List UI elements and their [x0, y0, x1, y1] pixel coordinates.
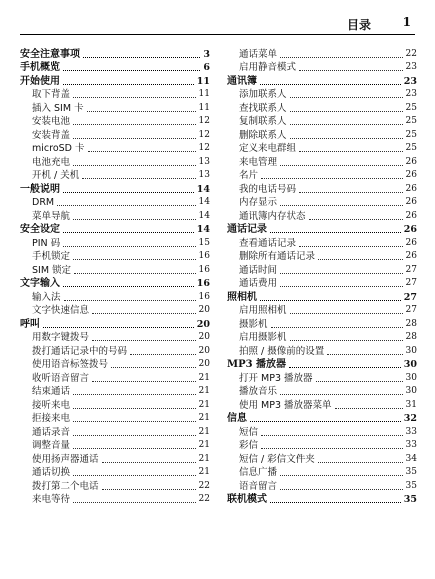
toc-dot-leader: [280, 394, 403, 395]
toc-subsection-entry[interactable]: [227, 479, 417, 493]
toc-entry-label: 电池充电: [32, 156, 71, 168]
toc-dot-leader: [73, 421, 196, 422]
toc-entry-page-number: 23: [405, 89, 417, 99]
toc-dot-leader: [92, 381, 196, 382]
toc-entry-label: 彩信: [239, 440, 259, 451]
toc-dot-leader: [318, 259, 403, 260]
toc-dot-leader: [290, 313, 403, 314]
toc-entry-page-number: 33: [405, 426, 417, 437]
toc-dot-leader: [64, 300, 196, 301]
toc-subsection-entry[interactable]: [227, 385, 417, 399]
toc-subsection-entry[interactable]: [20, 290, 210, 304]
toc-entry-page-number: 15: [198, 237, 210, 248]
toc-dot-leader: [73, 448, 196, 449]
toc-dot-leader: [82, 178, 195, 179]
toc-entry-page-number: 26: [403, 224, 417, 235]
toc-entry-label: 使用扬声器通话: [32, 453, 99, 465]
toc-subsection-entry[interactable]: [227, 182, 417, 196]
toc-dot-leader: [102, 462, 196, 463]
toc-entry-page-number: 23: [405, 62, 417, 72]
toc-dot-leader: [73, 124, 196, 125]
toc-entry-page-number: 22: [405, 48, 417, 59]
toc-entry-page-number: 20: [198, 345, 210, 356]
toc-subsection-entry[interactable]: [20, 155, 210, 169]
toc-dot-leader: [316, 381, 403, 382]
toc-entry-page-number: 21: [198, 467, 210, 477]
toc-dot-leader: [73, 259, 196, 260]
toc-dot-leader: [73, 475, 196, 476]
toc-dot-leader: [260, 84, 401, 85]
toc-dot-leader: [73, 394, 196, 395]
toc-dot-leader: [250, 421, 401, 422]
toc-dot-leader: [335, 408, 403, 409]
toc-column-left: [20, 47, 210, 506]
toc-entry-label: 启用照相机: [239, 305, 287, 316]
toc-entry-page-number: 30: [405, 345, 417, 356]
toc-dot-leader: [271, 327, 403, 328]
toc-dot-leader: [318, 462, 403, 463]
toc-entry-label: DRM: [32, 197, 55, 208]
toc-dot-leader: [261, 435, 403, 436]
toc-subsection-entry[interactable]: [20, 466, 210, 480]
toc-subsection-entry[interactable]: [227, 466, 417, 480]
toc-subsection-entry[interactable]: [20, 250, 210, 264]
toc-dot-leader: [290, 124, 403, 125]
toc-dot-leader: [290, 111, 403, 112]
toc-entry-page-number: 21: [198, 426, 210, 437]
toc-entry-page-number: 27: [405, 305, 417, 315]
toc-dot-leader: [299, 70, 403, 71]
toc-dot-leader: [261, 448, 403, 449]
toc-entry-label: 手机锁定: [32, 251, 71, 262]
toc-dot-leader: [299, 246, 403, 247]
toc-entry-page-number: 30: [405, 372, 417, 383]
toc-subsection-entry[interactable]: [227, 209, 417, 223]
toc-entry-page-number: 12: [198, 116, 210, 126]
toc-entry-label: 菜单导航: [32, 210, 71, 222]
toc-dot-leader: [87, 111, 196, 112]
toc-entry-label: 启用摄影机: [239, 332, 287, 343]
toc-entry-label: 通讯簿: [227, 75, 257, 87]
toc-entry-page-number: 28: [405, 318, 417, 329]
toc-entry-page-number: 21: [198, 372, 210, 383]
toc-entry-page-number: 16: [196, 278, 210, 289]
toc-subsection-entry[interactable]: [227, 317, 417, 331]
toc-entry-label: 信息广播: [239, 467, 278, 478]
toc-dot-leader: [290, 97, 403, 98]
toc-section-entry[interactable]: [227, 74, 417, 88]
toc-entry-page-number: 11: [196, 75, 210, 87]
toc-section-entry[interactable]: [227, 412, 417, 426]
toc-dot-leader: [83, 57, 200, 58]
toc-entry-page-number: 13: [198, 156, 210, 167]
toc-subsection-entry[interactable]: [20, 196, 210, 210]
toc-subsection-entry[interactable]: [227, 196, 417, 210]
toc-entry-label: 拨打通话记录中的号码: [32, 345, 128, 357]
toc-section-entry[interactable]: [20, 61, 210, 75]
toc-dot-leader: [261, 178, 403, 179]
toc-entry-label: 查看通话记录: [239, 237, 297, 249]
toc-dot-leader: [73, 165, 196, 166]
toc-subsection-entry[interactable]: [227, 304, 417, 318]
toc-entry-label: 通话切换: [32, 467, 71, 478]
toc-section-entry[interactable]: [227, 290, 417, 304]
toc-entry-page-number: 33: [405, 440, 417, 450]
toc-entry-label: 名片: [239, 170, 259, 181]
toc-dot-leader: [299, 151, 403, 152]
toc-dot-leader: [111, 367, 196, 368]
toc-entry-label: 短信 / 彩信文件夹: [239, 453, 315, 465]
toc-subsection-entry[interactable]: [20, 412, 210, 426]
toc-dot-leader: [309, 219, 403, 220]
toc-dot-leader: [73, 408, 196, 409]
toc-entry-label: 用数字键拨号: [32, 332, 90, 343]
toc-dot-leader: [63, 246, 195, 247]
toc-dot-leader: [92, 313, 196, 314]
toc-entry-page-number: 27: [403, 291, 417, 303]
toc-dot-leader: [289, 367, 401, 368]
toc-subsection-entry[interactable]: [227, 452, 417, 466]
toc-dot-leader: [280, 273, 403, 274]
toc-subsection-entry[interactable]: [20, 331, 210, 345]
toc-subsection-entry[interactable]: [20, 479, 210, 493]
toc-entry-page-number: 27: [405, 278, 417, 288]
toc-entry-page-number: 25: [405, 129, 417, 140]
toc-subsection-entry[interactable]: [227, 398, 417, 412]
toc-entry-label: 安装电池: [32, 116, 71, 127]
toc-entry-page-number: 23: [403, 75, 417, 87]
toc-entry-label: 短信: [239, 426, 259, 438]
toc-entry-label: 文字快速信息: [32, 305, 90, 316]
toc-section-entry[interactable]: [227, 493, 417, 507]
toc-entry-page-number: 3: [203, 48, 210, 60]
toc-subsection-entry[interactable]: [20, 425, 210, 439]
toc-dot-leader: [57, 205, 195, 206]
toc-subsection-entry[interactable]: [20, 304, 210, 318]
toc-entry-page-number: 20: [196, 318, 210, 330]
toc-entry-label: 使用 MP3 播放器菜单: [239, 399, 332, 411]
toc-entry-page-number: 14: [196, 224, 210, 235]
toc-dot-leader: [74, 273, 195, 274]
toc-entry-page-number: 31: [405, 399, 417, 410]
toc-section-entry[interactable]: [20, 223, 210, 237]
toc-entry-page-number: 14: [198, 197, 210, 207]
toc-subsection-entry[interactable]: [227, 344, 417, 358]
toc-entry-label: 安装背盖: [32, 129, 71, 141]
toc-entry-label: 安全设定: [20, 224, 60, 235]
toc-subsection-entry[interactable]: [20, 493, 210, 507]
toc-dot-leader: [63, 232, 194, 233]
toc-dot-leader: [73, 138, 196, 139]
toc-entry-label: 插入 SIM 卡: [32, 102, 84, 114]
page-header: [20, 14, 415, 35]
toc-entry-page-number: 16: [198, 264, 210, 275]
toc-dot-leader: [63, 286, 194, 287]
toc-entry-label: 文字输入: [20, 278, 60, 289]
toc-entry-page-number: 20: [198, 359, 210, 369]
toc-entry-label: 一般说明: [20, 183, 60, 195]
toc-subsection-entry[interactable]: [227, 439, 417, 453]
toc-dot-leader: [73, 219, 196, 220]
toc-entry-label: 通话录音: [32, 426, 71, 438]
toc-dot-leader: [63, 84, 194, 85]
toc-entry-page-number: 30: [405, 386, 417, 396]
toc-dot-leader: [270, 232, 401, 233]
toc-subsection-entry[interactable]: [227, 331, 417, 345]
toc-dot-leader: [280, 286, 403, 287]
toc-entry-label: 取下背盖: [32, 89, 71, 100]
toc-subsection-entry[interactable]: [227, 425, 417, 439]
toc-entry-label: 定义来电群组: [239, 143, 297, 154]
toc-entry-label: 拍照 / 摄像前的设置: [239, 345, 325, 357]
toc-entry-page-number: 11: [198, 89, 210, 99]
toc-subsection-entry[interactable]: [20, 101, 210, 115]
toc-entry-label: 收听语音留言: [32, 372, 90, 384]
toc-subsection-entry[interactable]: [227, 169, 417, 183]
toc-entry-page-number: 26: [405, 170, 417, 180]
toc-entry-label: 安全注意事项: [20, 48, 80, 60]
toc-entry-page-number: 26: [405, 156, 417, 167]
toc-entry-label: 查找联系人: [239, 102, 287, 114]
toc-subsection-entry[interactable]: [227, 263, 417, 277]
toc-entry-label: 手机概览: [20, 62, 60, 73]
toc-entry-page-number: 34: [405, 453, 417, 464]
toc-entry-label: 删除联系人: [239, 129, 287, 141]
toc-entry-page-number: 28: [405, 332, 417, 342]
toc-entry-page-number: 13: [198, 170, 210, 180]
toc-entry-label: 内存显示: [239, 197, 278, 208]
toc-dot-leader: [73, 435, 196, 436]
toc-entry-page-number: 25: [405, 102, 417, 113]
toc-subsection-entry[interactable]: [20, 398, 210, 412]
toc-subsection-entry[interactable]: [227, 250, 417, 264]
toc-entry-page-number: 35: [405, 480, 417, 491]
toc-entry-page-number: 14: [196, 183, 210, 195]
toc-subsection-entry[interactable]: [20, 142, 210, 156]
toc-subsection-entry[interactable]: [227, 47, 417, 61]
toc-entry-label: 通话菜单: [239, 48, 278, 60]
page-title: 目录: [346, 18, 371, 32]
toc-entry-label: 来电等待: [32, 494, 71, 505]
toc-entry-label: 拒接来电: [32, 413, 71, 424]
toc-subsection-entry[interactable]: [227, 371, 417, 385]
toc-entry-page-number: 21: [198, 413, 210, 423]
toc-entry-page-number: 21: [198, 440, 210, 450]
toc-entry-label: 添加联系人: [239, 89, 287, 100]
toc-dot-leader: [290, 138, 403, 139]
toc-entry-label: 启用静音模式: [239, 62, 297, 73]
toc-subsection-entry[interactable]: [20, 344, 210, 358]
toc-entry-label: 通讯簿内存状态: [239, 210, 306, 222]
toc-dot-leader: [280, 489, 403, 490]
toc-entry-label: 联机模式: [227, 494, 267, 505]
toc-entry-label: SIM 锁定: [32, 264, 72, 276]
toc-entry-label: 信息: [227, 413, 247, 424]
toc-dot-leader: [327, 354, 402, 355]
toc-entry-page-number: 26: [405, 251, 417, 261]
toc-entry-label: 照相机: [227, 291, 257, 303]
toc-dot-leader: [130, 354, 196, 355]
toc-entry-page-number: 27: [405, 264, 417, 275]
toc-subsection-entry[interactable]: [227, 88, 417, 102]
toc-subsection-entry[interactable]: [227, 61, 417, 75]
toc-entry-label: 来电管理: [239, 156, 278, 168]
toc-dot-leader: [280, 475, 403, 476]
toc-dot-leader: [73, 502, 196, 503]
toc-entry-page-number: 32: [403, 413, 417, 424]
toc-entry-page-number: 11: [198, 102, 210, 113]
toc-entry-page-number: 14: [198, 210, 210, 221]
toc-entry-label: 使用语音标签拨号: [32, 359, 109, 370]
toc-entry-page-number: 25: [405, 143, 417, 153]
toc-subsection-entry[interactable]: [20, 115, 210, 129]
toc-entry-label: 复制联系人: [239, 116, 287, 127]
toc-entry-label: 结束通话: [32, 386, 71, 397]
toc-entry-label: 打开 MP3 播放器: [239, 372, 313, 384]
toc-entry-page-number: 20: [198, 332, 210, 342]
toc-dot-leader: [63, 70, 200, 71]
page-number: 1: [402, 15, 411, 29]
toc-subsection-entry[interactable]: [227, 115, 417, 129]
toc-entry-label: PIN 码: [32, 237, 61, 249]
toc-entry-label: 我的电话号码: [239, 183, 297, 195]
toc-dot-leader: [280, 165, 403, 166]
toc-entry-label: 语音留言: [239, 480, 278, 492]
toc-subsection-entry[interactable]: [227, 277, 417, 291]
toc-subsection-entry[interactable]: [20, 169, 210, 183]
toc-entry-page-number: 35: [403, 494, 417, 505]
toc-entry-label: 通话时间: [239, 264, 278, 276]
toc-entry-label: 拨打第二个电话: [32, 480, 99, 492]
toc-subsection-entry[interactable]: [20, 209, 210, 223]
toc-entry-label: 开始使用: [20, 75, 60, 87]
toc-entry-label: 通话记录: [227, 224, 267, 235]
toc-section-entry[interactable]: [20, 47, 210, 61]
toc-entry-page-number: 22: [198, 480, 210, 491]
toc-subsection-entry[interactable]: [20, 128, 210, 142]
toc-entry-label: 通话费用: [239, 278, 278, 289]
toc-section-entry[interactable]: [227, 223, 417, 237]
toc-dot-leader: [63, 192, 194, 193]
toc-subsection-entry[interactable]: [227, 128, 417, 142]
toc-subsection-entry[interactable]: [227, 155, 417, 169]
toc-section-entry[interactable]: [20, 182, 210, 196]
toc-subsection-entry[interactable]: [20, 439, 210, 453]
toc-section-entry[interactable]: [20, 74, 210, 88]
toc-dot-leader: [270, 502, 401, 503]
toc-dot-leader: [280, 57, 403, 58]
toc-dot-leader: [73, 97, 196, 98]
toc-subsection-entry[interactable]: [227, 142, 417, 156]
toc-entry-label: 呼叫: [20, 318, 40, 330]
toc-section-entry[interactable]: [20, 317, 210, 331]
toc-entry-label: 摄影机: [239, 318, 268, 330]
toc-entry-label: 接听来电: [32, 399, 71, 411]
toc-dot-leader: [299, 192, 403, 193]
toc-entry-page-number: 12: [198, 129, 210, 140]
toc-entry-page-number: 21: [198, 399, 210, 410]
toc-entry-page-number: 20: [198, 305, 210, 315]
toc-dot-leader: [102, 489, 196, 490]
toc-subsection-entry[interactable]: [227, 101, 417, 115]
toc-entry-label: 播放音乐: [239, 386, 278, 397]
toc-column-right: [227, 47, 417, 506]
toc-subsection-entry[interactable]: [20, 263, 210, 277]
toc-section-entry[interactable]: [20, 277, 210, 291]
toc-entry-page-number: 26: [405, 183, 417, 194]
toc-entry-page-number: 16: [198, 291, 210, 302]
toc-entry-page-number: 21: [198, 386, 210, 396]
toc-subsection-entry[interactable]: [20, 385, 210, 399]
toc-entry-page-number: 12: [198, 143, 210, 153]
toc-section-entry[interactable]: [227, 358, 417, 372]
toc-entry-page-number: 22: [198, 494, 210, 504]
toc-entry-label: MP3 播放器: [227, 359, 287, 370]
toc-subsection-entry[interactable]: [20, 88, 210, 102]
toc-dot-leader: [92, 340, 196, 341]
toc-entry-page-number: 26: [405, 237, 417, 248]
toc-dot-leader: [280, 205, 403, 206]
toc-entry-label: 删除所有通话记录: [239, 251, 316, 262]
toc-entry-page-number: 21: [198, 453, 210, 464]
toc-entry-page-number: 26: [405, 210, 417, 221]
toc-dot-leader: [88, 151, 196, 152]
toc-entry-page-number: 25: [405, 116, 417, 126]
toc-entry-page-number: 16: [198, 251, 210, 261]
toc-entry-page-number: 30: [403, 359, 417, 370]
toc-subsection-entry[interactable]: [20, 452, 210, 466]
toc-subsection-entry[interactable]: [20, 371, 210, 385]
toc-dot-leader: [43, 327, 194, 328]
toc-entry-label: 调整音量: [32, 440, 71, 451]
toc-entry-page-number: 26: [405, 197, 417, 207]
toc-entry-label: 开机 / 关机: [32, 170, 80, 181]
toc-entry-label: 输入法: [32, 291, 61, 303]
toc-dot-leader: [260, 300, 401, 301]
toc-subsection-entry[interactable]: [20, 236, 210, 250]
toc-subsection-entry[interactable]: [227, 236, 417, 250]
toc-entry-page-number: 35: [405, 467, 417, 477]
toc-subsection-entry[interactable]: [20, 358, 210, 372]
toc-dot-leader: [290, 340, 403, 341]
toc-entry-label: microSD 卡: [32, 143, 85, 154]
toc-entry-page-number: 6: [203, 62, 210, 73]
